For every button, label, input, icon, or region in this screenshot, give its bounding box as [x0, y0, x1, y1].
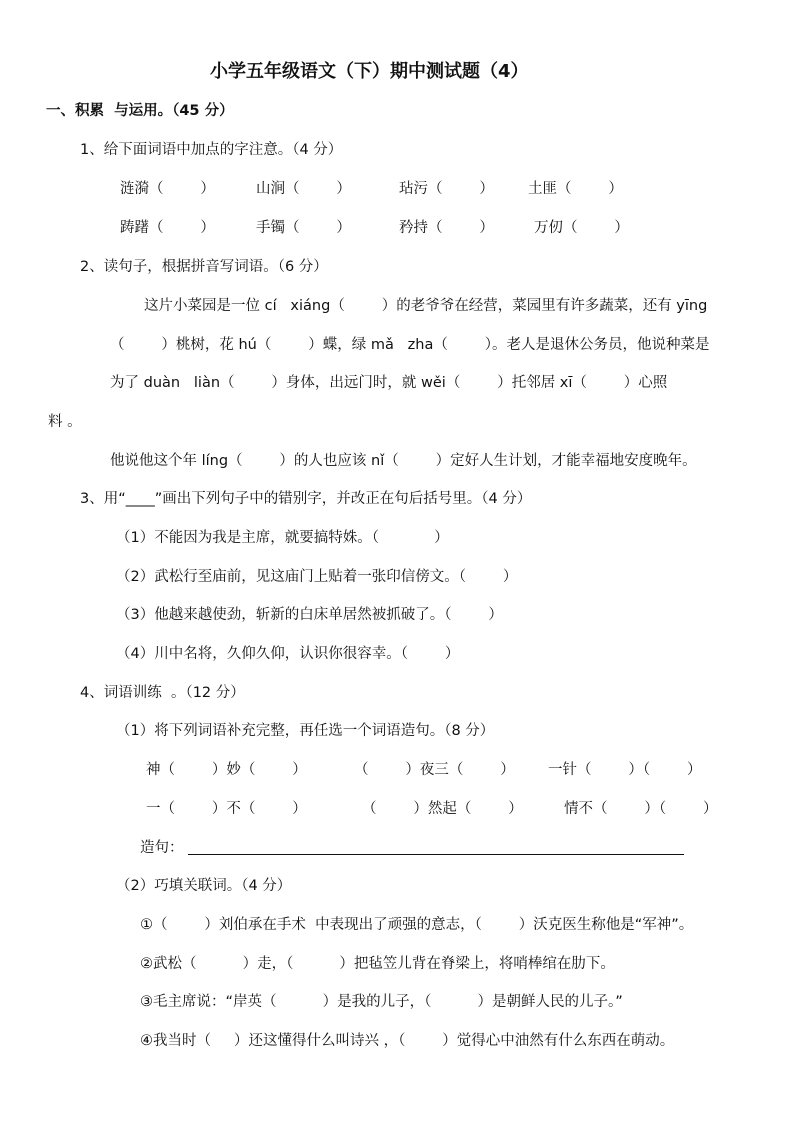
q4-idiom: 一针（ ）（ ） [548, 762, 702, 778]
q3-item: （3）他越来越使劲，斩新的白床单居然被抓破了。（ ） [116, 607, 503, 623]
q4-idiom: （ ）夜三（ ） [354, 762, 515, 778]
q4-conjunction-item: ①（ ）刘伯承在手术 中表现出了顽强的意志，（ ）沃克医生称他是“军神”。 [140, 917, 694, 933]
q2-paragraph-line: 为了 duàn liàn（ ）身体，出远门时，就 wěi（ ）托邻居 xī（ ）心照 [110, 375, 668, 391]
section-heading: 一、积累 与运用。（45 分） [46, 103, 234, 119]
q2-paragraph-line: （ ）桃树，花 hú（ ）蝶，绿 mǎ zha（ ）。老人是退休公务员，他说种菜是 [110, 337, 710, 353]
q4-idiom: 神（ ）妙（ ） [146, 762, 307, 778]
q4-sub2-prompt: （2）巧填关联词。（4 分） [116, 878, 292, 894]
q4-idiom: 一（ ）不（ ） [146, 801, 307, 817]
q2-paragraph-line: 他说他这个年 líng（ ）的人也应该 nǐ（ ）定好人生计划，才能幸福地安度晚年。 [110, 453, 697, 469]
q2-paragraph-line: 这片小菜园是一位 cí xiáng（ ）的老爷爷在经营，菜园里有许多蔬菜，还有 yīng [144, 298, 708, 314]
q1-word: 矜持（ ） [399, 220, 494, 236]
q4-sub1-prompt: （1）将下列词语补充完整，再任选一个词语造句。（8 分） [116, 723, 495, 739]
question-1-prompt: 1、给下面词语中加点的字注意。（4 分） [80, 142, 343, 158]
sentence-label: 造句： [140, 840, 184, 856]
q2-paragraph-line: 料 。 [48, 414, 82, 430]
q4-conjunction-item: ③毛主席说：“岸英（ ）是我的儿子，（ ）是朝鲜人民的儿子。” [140, 994, 623, 1010]
q4-idiom: 情不（ ）（ ） [564, 801, 718, 817]
q1-word: 土匪（ ） [528, 181, 623, 197]
q4-idiom: （ ）然起（ ） [362, 801, 523, 817]
q4-conjunction-item: ④我当时（ ）还这懂得什么叫诗兴 ，（ ）觉得心中油然有什么东西在萌动。 [140, 1033, 675, 1049]
q1-word: 手镯（ ） [256, 220, 351, 236]
q1-word: 万仞（ ） [534, 220, 629, 236]
q3-item: （1）不能因为我是主席，就要搞特姝。（ ） [116, 530, 449, 546]
q4-conjunction-item: ②武松（ ）走，（ ）把毡笠儿背在脊梁上，将哨棒绾在肋下。 [140, 956, 615, 972]
page-title: 小学五年级语文（下）期中测试题（4） [210, 61, 529, 82]
q1-word: 涟漪（ ） [120, 181, 215, 197]
sentence-answer-line [188, 854, 684, 855]
q1-word: 山涧（ ） [256, 181, 351, 197]
q1-word: 踌躇（ ） [120, 220, 215, 236]
question-4-prompt: 4、词语训练 。（12 分） [80, 685, 245, 701]
q3-item: （2）武松行至庙前，见这庙门上贴着一张印信傍文。（ ） [116, 569, 518, 585]
q3-item: （4）川中名将，久仰久仰，认识你很容幸。（ ） [116, 646, 460, 662]
q1-word: 玷污（ ） [399, 181, 494, 197]
question-3-prompt: 3、用“____”画出下列句子中的错别字，并改正在句后括号里。（4 分） [80, 491, 532, 507]
question-2-prompt: 2、读句子，根据拼音写词语。（6 分） [80, 259, 328, 275]
